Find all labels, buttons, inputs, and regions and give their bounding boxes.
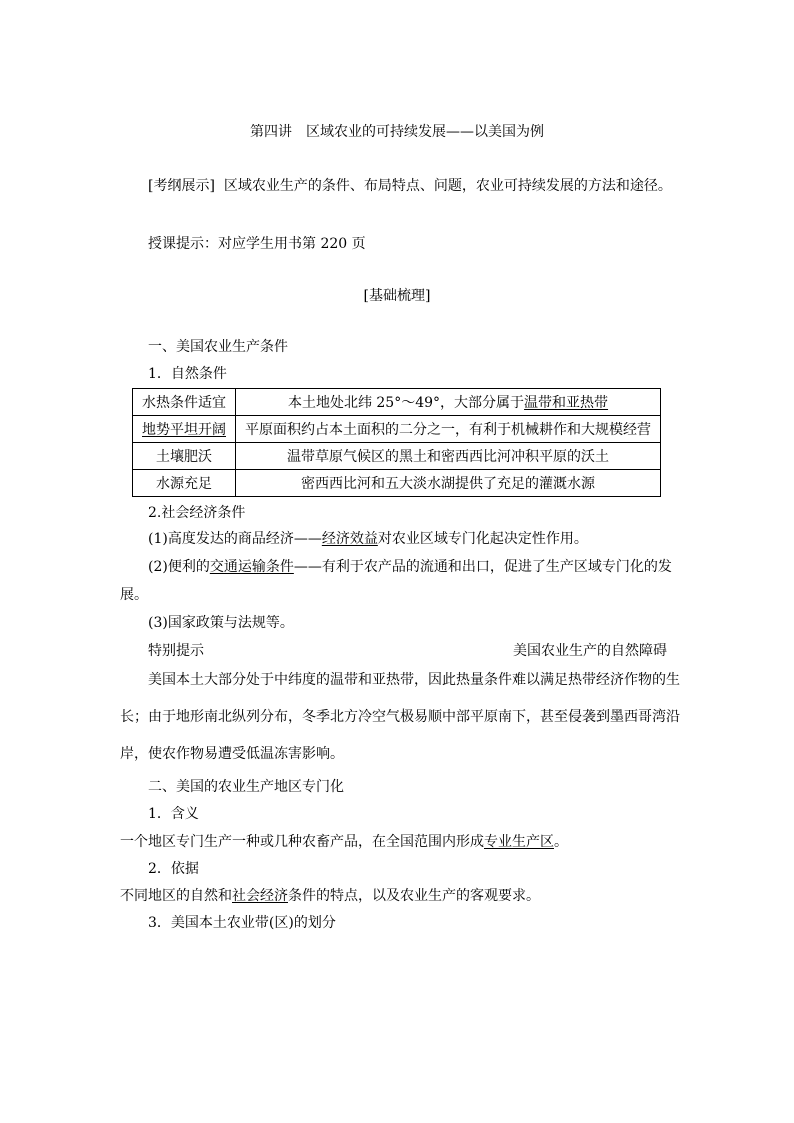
condition-label bbox=[133, 389, 236, 416]
part2-sub3: 3．美国本土农业带(区)的划分 bbox=[148, 915, 336, 931]
special-line-2: 长；由于地形南北纵列分布，冬季北方冷空气极易顺中部平原南下，甚至侵袭到墨西哥湾沿 bbox=[120, 709, 680, 725]
section-heading: [基础梳理] bbox=[363, 288, 431, 304]
condition-desc-pre: 温带草原气候区的黑土和密西西比河冲积平原的沃土 bbox=[287, 449, 609, 465]
condition-desc bbox=[236, 416, 661, 443]
syllabus-line bbox=[148, 175, 672, 195]
natural-conditions-table bbox=[132, 388, 661, 497]
econ-item-1-post: 对农业区域专门化起决定性作用。 bbox=[377, 531, 588, 547]
table-row bbox=[133, 443, 661, 470]
table-row bbox=[133, 470, 661, 497]
teaching-hint: 授课提示：对应学生用书第 220 页 bbox=[148, 236, 366, 252]
table-row bbox=[133, 416, 661, 443]
econ-item-2 bbox=[148, 556, 672, 576]
special-line-3: 岸，使农作物易遭受低温冻害影响。 bbox=[120, 746, 344, 762]
condition-label bbox=[133, 470, 236, 497]
econ-item-2-post: ——有利于农产品的流通和出口，促进了生产区域专门化的发 bbox=[293, 559, 672, 575]
part1-sub1: 1．自然条件 bbox=[148, 366, 227, 382]
condition-label-text: 水源充足 bbox=[156, 476, 212, 492]
condition-desc-pre: 密西西比河和五大淡水湖提供了充足的灌溉水源 bbox=[301, 476, 595, 492]
part2-sub1: 1．含义 bbox=[148, 806, 199, 822]
syllabus-text: 区域农业生产的条件、布局特点、问题，农业可持续发展的方法和途径。 bbox=[223, 178, 672, 194]
part2-sub2-key: 社会经济 bbox=[232, 888, 288, 904]
econ-item-3: (3)国家政策与法规等。 bbox=[148, 615, 294, 631]
part2-heading: 二、美国的农业生产地区专门化 bbox=[148, 779, 344, 795]
part2-sub1-key: 专业生产区 bbox=[484, 834, 554, 850]
part2-sub2: 2．依据 bbox=[148, 861, 199, 877]
part2-sub1-pre: 一个地区专门生产一种或几种农畜产品，在全国范围内形成 bbox=[120, 834, 484, 850]
econ-item-1 bbox=[148, 528, 588, 548]
condition-label-text: 水热条件适宜 bbox=[142, 395, 226, 411]
condition-desc-pre: 本土地处北纬 25°～49°，大部分属于 bbox=[287, 395, 525, 411]
condition-desc bbox=[236, 443, 661, 470]
condition-desc-u: 温带和亚热带 bbox=[524, 395, 609, 411]
condition-label bbox=[133, 416, 236, 443]
condition-desc bbox=[236, 470, 661, 497]
syllabus-tag: [考纲展示] bbox=[148, 178, 215, 194]
special-label: 特别提示 bbox=[148, 643, 204, 659]
part2-sub1-text bbox=[120, 831, 568, 851]
part1-sub2: 2.社会经济条件 bbox=[148, 505, 246, 521]
part2-sub1-post: 。 bbox=[554, 834, 568, 850]
part2-sub2-pre: 不同地区的自然和 bbox=[120, 888, 232, 904]
table-row bbox=[133, 389, 661, 416]
part2-sub2-post: 条件的特点，以及农业生产的客观要求。 bbox=[288, 888, 540, 904]
condition-label-text: 地势平坦开阔 bbox=[142, 422, 226, 438]
special-line-1: 美国本土大部分处于中纬度的温带和亚热带，因此热量条件难以满足热带经济作物的生 bbox=[148, 672, 680, 688]
econ-item-2-cont: 展。 bbox=[120, 587, 148, 603]
special-topic: 美国农业生产的自然障碍 bbox=[513, 643, 667, 659]
econ-item-2-pre: (2)便利的 bbox=[148, 559, 210, 575]
econ-item-1-pre: (1)高度发达的商品经济—— bbox=[148, 531, 322, 547]
condition-label bbox=[133, 443, 236, 470]
condition-label-text: 土壤肥沃 bbox=[156, 449, 212, 465]
part2-sub2-text bbox=[120, 885, 540, 905]
part1-heading: 一、美国农业生产条件 bbox=[148, 339, 288, 355]
econ-item-1-key: 经济效益 bbox=[321, 531, 378, 547]
condition-desc-pre: 平原面积约占本土面积的二分之一，有利于机械耕作和大规模经营 bbox=[245, 422, 651, 438]
econ-item-2-key: 交通运输条件 bbox=[209, 559, 294, 575]
page-title: 第四讲 区域农业的可持续发展——以美国为例 bbox=[250, 124, 544, 140]
condition-desc bbox=[236, 389, 661, 416]
